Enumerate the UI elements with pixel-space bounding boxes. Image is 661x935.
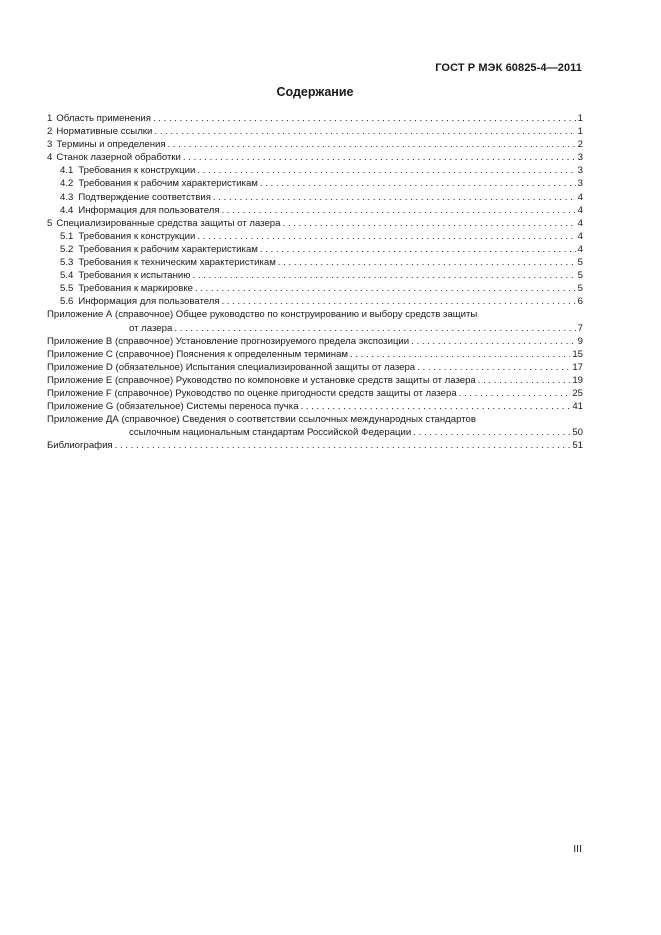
leader-dots <box>350 348 570 361</box>
toc-subentry[interactable] <box>47 177 583 190</box>
toc-entry-page: 15 <box>572 348 583 360</box>
toc-entry-number: 4 <box>47 152 53 164</box>
toc-entry-label: Приложение А (справочное) Общее руководство по конструированию и выбору средств защиты <box>47 309 478 321</box>
toc-entry-label: Требования к рабочим характеристикам <box>78 178 258 190</box>
toc-subentry[interactable] <box>47 256 583 269</box>
toc-entry-bibliography[interactable] <box>47 439 583 452</box>
toc-entry-number: 5.3 <box>60 257 74 269</box>
toc-entry-number: 3 <box>47 139 53 151</box>
toc-subentry[interactable] <box>47 295 583 308</box>
toc-entry-page: 4 <box>577 243 583 255</box>
toc-entry-label: Нормативные ссылки <box>56 126 153 138</box>
toc-appendix-entry-line2[interactable] <box>47 322 583 335</box>
toc-entry-label: Область применения <box>56 113 151 124</box>
toc-entry-page: 1 <box>577 126 583 138</box>
toc-entry-number: 5 <box>47 217 53 229</box>
leader-dots <box>260 177 576 190</box>
toc-entry-page: 4 <box>577 217 583 229</box>
toc-entry-label: Термины и определения <box>56 139 166 151</box>
toc-entry-label: Требования к конструкции <box>78 230 196 242</box>
toc-entry-number: 5.4 <box>60 270 74 282</box>
table-of-contents <box>47 112 583 452</box>
toc-appendix-entry-line1[interactable] <box>47 413 583 426</box>
leader-dots <box>222 295 576 308</box>
toc-entry-label: Информация для пользователя <box>78 296 220 308</box>
toc-subentry[interactable] <box>47 230 583 243</box>
toc-entry-number: 5.6 <box>60 296 74 308</box>
leader-dots <box>153 112 576 125</box>
toc-entry-page: 3 <box>577 152 583 164</box>
toc-entry-page: 5 <box>577 283 583 295</box>
leader-dots <box>278 256 576 269</box>
leader-dots <box>459 387 571 400</box>
toc-entry-label: Станок лазерной обработки <box>56 152 181 164</box>
toc-entry-label: Приложение Е (справочное) Руководство по компоновке и установке средств защиты от лазера <box>47 374 476 386</box>
toc-entry-page: 7 <box>577 322 583 334</box>
toc-entry-label: от лазера <box>129 322 173 334</box>
toc-entry-number: 5.1 <box>60 230 74 242</box>
leader-dots <box>192 269 575 282</box>
toc-appendix-entry[interactable] <box>47 400 583 413</box>
toc-appendix-entry-line2[interactable] <box>47 426 583 439</box>
leader-dots <box>260 243 576 256</box>
leader-dots <box>115 439 571 452</box>
toc-entry-label: Требования к рабочим характеристикам <box>78 243 258 255</box>
toc-entry-label: Информация для пользователя <box>78 204 220 216</box>
leader-dots <box>417 361 570 374</box>
toc-entry-number: 4.1 <box>60 165 74 177</box>
toc-entry-label: Требования к техническим характеристикам <box>78 257 276 269</box>
toc-appendix-entry[interactable] <box>47 348 583 361</box>
leader-dots <box>301 400 571 413</box>
toc-entry-page: 9 <box>577 335 583 347</box>
toc-entry-page: 41 <box>572 401 583 413</box>
toc-entry-page: 25 <box>572 387 583 399</box>
toc-entry[interactable] <box>47 217 583 230</box>
toc-subentry[interactable] <box>47 243 583 256</box>
toc-entry-page: 17 <box>572 361 583 373</box>
toc-entry[interactable] <box>47 138 583 151</box>
toc-entry-label: Приложение С (справочное) Пояснения к определенным терминам <box>47 348 348 360</box>
toc-entry-number: 4.4 <box>60 204 74 216</box>
toc-entry-page: 19 <box>572 374 583 386</box>
toc-appendix-entry[interactable] <box>47 361 583 374</box>
toc-subentry[interactable] <box>47 204 583 217</box>
leader-dots <box>222 204 576 217</box>
page-number: III <box>573 843 582 855</box>
leader-dots <box>413 426 570 439</box>
toc-appendix-entry-line1[interactable] <box>47 308 583 321</box>
toc-appendix-entry[interactable] <box>47 374 583 387</box>
leader-dots <box>213 191 576 204</box>
toc-entry-label: Требования к испытанию <box>78 270 191 282</box>
toc-entry-page: 2 <box>577 139 583 151</box>
document-code: ГОСТ Р МЭК 60825-4—2011 <box>435 62 582 74</box>
toc-subentry[interactable] <box>47 191 583 204</box>
toc-entry-number: 4.2 <box>60 178 74 190</box>
leader-dots <box>183 151 576 164</box>
toc-entry-label: Приложение F (справочное) Руководство по оценке пригодности средств защиты от лазера <box>47 387 457 399</box>
leader-dots <box>197 164 575 177</box>
toc-entry-page: 4 <box>577 191 583 203</box>
toc-entry-page: 50 <box>572 427 583 439</box>
toc-entry-page: 3 <box>577 165 583 177</box>
toc-entry-label: Библиография <box>47 440 113 452</box>
leader-dots <box>174 322 575 335</box>
toc-entry-label: Приложение G (обязательное) Системы переноса пучка <box>47 401 299 413</box>
leader-dots <box>168 138 576 151</box>
leader-dots <box>411 335 576 348</box>
toc-entry-page: 6 <box>577 296 583 308</box>
toc-entry-page: 1 <box>577 113 583 124</box>
leader-dots <box>195 282 576 295</box>
toc-entry-label: Требования к маркировке <box>78 283 193 295</box>
page-title: Содержание <box>276 85 354 99</box>
toc-entry-page: 4 <box>577 230 583 242</box>
leader-dots <box>154 125 575 138</box>
toc-entry-label: Приложение В (справочное) Установление прогнозируемого предела экспозиции <box>47 335 410 347</box>
toc-subentry[interactable] <box>47 269 583 282</box>
toc-subentry[interactable] <box>47 164 583 177</box>
toc-entry[interactable] <box>47 125 583 138</box>
toc-entry-label: Приложение ДА (справочное) Сведения о соответствии ссылочных международных стандартов <box>47 414 476 426</box>
toc-entry-label: Приложение D (обязательное) Испытания специализированной защиты от лазера <box>47 361 416 373</box>
toc-entry-number: 5.5 <box>60 283 74 295</box>
leader-dots <box>197 230 575 243</box>
toc-entry[interactable] <box>47 112 583 125</box>
toc-entry-page: 5 <box>577 270 583 282</box>
toc-entry-label: Подтверждение соответствия <box>78 191 211 203</box>
toc-entry-page: 5 <box>577 257 583 269</box>
toc-entry-label: Специализированные средства защиты от лазера <box>56 217 281 229</box>
toc-entry-number: 1 <box>47 113 53 124</box>
toc-entry-number: 2 <box>47 126 53 138</box>
toc-appendix-entry[interactable] <box>47 387 583 400</box>
toc-appendix-entry[interactable] <box>47 335 583 348</box>
toc-entry-label: ссылочным национальным стандартам Российской Федерации <box>129 427 412 439</box>
toc-entry-number: 5.2 <box>60 243 74 255</box>
toc-entry-page: 51 <box>572 440 583 452</box>
toc-subentry[interactable] <box>47 282 583 295</box>
leader-dots <box>282 217 575 230</box>
toc-entry-number: 4.3 <box>60 191 74 203</box>
toc-entry-page: 4 <box>577 204 583 216</box>
toc-entry[interactable] <box>47 151 583 164</box>
toc-entry-page: 3 <box>577 178 583 190</box>
toc-entry-label: Требования к конструкции <box>78 165 196 177</box>
leader-dots <box>478 374 571 387</box>
